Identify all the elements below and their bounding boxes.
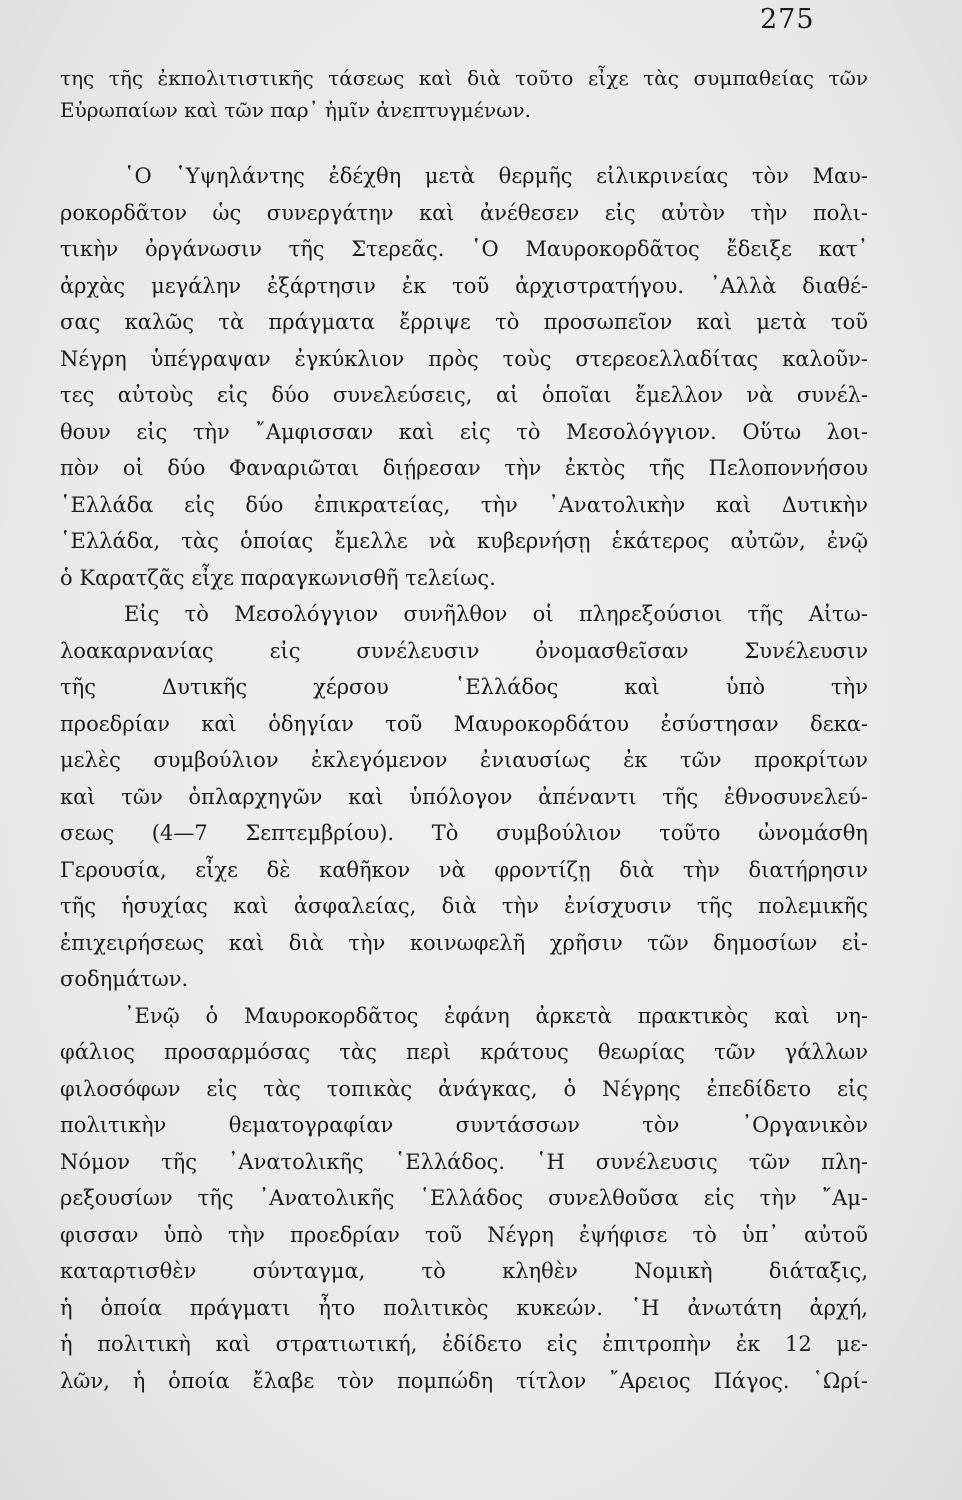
text-line: φάλιος προσαρμόσας τὰς περὶ κράτους θεωρίας τῶν γάλλων — [60, 1040, 868, 1064]
text-line: ἀρχὰς μεγάλην ἐξάρτησιν ἐκ τοῦ ἀρχιστρατήγου. ᾿Αλλὰ διαθέ- — [60, 273, 868, 298]
text-line: σας καλῶς τὰ πράγματα ἔρριψε τὸ προσωπεῖον καὶ μετὰ τοῦ — [60, 310, 868, 334]
text-line: προεδρίαν καὶ ὁδηγίαν τοῦ Μαυροκορδάτου ἐσύστησαν δεκα- — [60, 711, 868, 736]
text-line: τῆς ἡσυχίας καὶ ἀσφαλείας, διὰ τὴν ἐνίσχυσιν τῆς πολεμικῆς — [60, 894, 868, 918]
text-line: Νόμον τῆς ᾿Ανατολικῆς ῾Ελλάδος. ῾Η συνέλευσις τῶν πλη- — [60, 1149, 868, 1174]
text-line: σοδημάτων. — [60, 967, 189, 991]
text-line: σεως (4—7 Σεπτεμβρίου). Τὸ συμβούλιον τοῦτο ὠνομάσθη — [60, 821, 868, 845]
paragraph-start-line: ᾿Ενῷ ὁ Μαυροκορδᾶτος ἐφάνη ἀρκετὰ πρακτικὸς καὶ νη- — [124, 1003, 868, 1028]
text-line: Εὐρωπαίων καὶ τῶν παρ᾿ ἡμῖν ἀνεπτυγμένων. — [60, 98, 532, 122]
text-line: ἡ πολιτικὴ καὶ στρατιωτική, ἐδίδετο εἰς ἐπιτροπὴν ἐκ 12 με- — [60, 1332, 868, 1356]
text-line: Γερουσία, εἶχε δὲ καθῆκον νὰ φροντίζῃ διὰ τὴν διατήρησιν — [60, 857, 868, 882]
paragraph-start-line: Εἰς τὸ Μεσολόγγιον συνῆλθον οἱ πληρεξούσιοι τῆς Αἰτω- — [124, 602, 868, 626]
text-line: θουν εἰς τὴν ῎Αμφισσαν καὶ εἰς τὸ Μεσολόγγιον. Οὕτω λοι- — [60, 419, 868, 444]
text-line: ἐπιχειρήσεως καὶ διὰ τὴν κοινωφελῆ χρῆσιν τῶν δημοσίων εἰ- — [60, 930, 868, 955]
text-line: ἡ ὁποία πράγματι ἦτο πολιτικὸς κυκεών. ῾Η ἀνωτάτη ἀρχή, — [60, 1295, 868, 1320]
text-line: ῾Ελλάδα, τὰς ὁποίας ἔμελλε νὰ κυβερνήσῃ ἑκάτερος αὐτῶν, ἐνῷ — [60, 529, 868, 553]
text-line: Νέγρη ὑπέγραψαν ἐγκύκλιον πρὸς τοὺς στερεοελλαδίτας καλοῦν- — [60, 346, 868, 371]
text-line: λοακαρνανίας εἰς συνέλευσιν ὀνομασθεῖσαν Συνέλευσιν — [60, 638, 868, 663]
text-line: τῆς Δυτικῆς χέρσου ῾Ελλάδος καὶ ὑπὸ τὴν — [60, 675, 868, 699]
text-line: καταρτισθὲν σύνταγμα, τὸ κληθὲν Νομικὴ διάταξις, — [60, 1259, 868, 1283]
text-line: πολιτικὴν θεματογραφίαν συντάσσων τὸν ᾿Οργανικὸν — [60, 1113, 868, 1137]
text-line: φισσαν ὑπὸ τὴν προεδρίαν τοῦ Νέγρη ἐψήφισε τὸ ὑπ᾿ αὐτοῦ — [60, 1222, 868, 1247]
text-line: καὶ τῶν ὁπλαρχηγῶν καὶ ὑπόλογον ἀπέναντι τῆς ἐθνοσυνελεύ- — [60, 784, 868, 809]
paragraph-start-line: ῾Ο ῾Υψηλάντης ἐδέχθη μετὰ θερμῆς εἰλικρινείας τὸν Μαυ- — [124, 164, 868, 188]
text-line: ῾Ελλάδα εἰς δύο ἐπικρατείας, τὴν ᾿Ανατολικὴν καὶ Δυτικὴν — [60, 492, 868, 517]
text-line: λῶν, ἡ ὁποία ἔλαβε τὸν πομπώδη τίτλον ῎Αρειος Πάγος. ῾Ωρί- — [60, 1368, 868, 1393]
text-line: μελὲς συμβούλιον ἐκλεγόμενον ἐνιαυσίως ἐκ τῶν προκρίτων — [60, 748, 868, 772]
text-line: ροκορδᾶτον ὡς συνεργάτην καὶ ἀνέθεσεν εἰς αὐτὸν τὴν πολι- — [60, 200, 868, 225]
text-line: τικὴν ὀργάνωσιν τῆς Στερεᾶς. ῾Ο Μαυροκορδᾶτος ἔδειξε κατ᾿ — [60, 237, 868, 261]
page-number: 275 — [760, 4, 815, 35]
text-line: ὁ Καρατζᾶς εἶχε παραγκωνισθῆ τελείως. — [60, 565, 496, 590]
body-text — [60, 62, 868, 1399]
text-line: πὸν οἱ δύο Φαναριῶται διῄρεσαν τὴν ἐκτὸς τῆς Πελοποννήσου — [60, 456, 868, 480]
text-line: ρεξουσίων τῆς ᾿Ανατολικῆς ῾Ελλάδος συνελθοῦσα εἰς τὴν ῎Αμ- — [60, 1186, 868, 1210]
text-line: τες αὐτοὺς εἰς δύο συνελεύσεις, αἱ ὁποῖαι ἔμελλον νὰ συνέλ- — [60, 383, 868, 407]
text-line: της τῆς ἐκπολιτιστικῆς τάσεως καὶ διὰ τοῦτο εἶχε τὰς συμπαθείας τῶν — [60, 66, 868, 90]
text-line: φιλοσόφων εἰς τὰς τοπικὰς ἀνάγκας, ὁ Νέγρης ἐπεδίδετο εἰς — [60, 1076, 868, 1101]
